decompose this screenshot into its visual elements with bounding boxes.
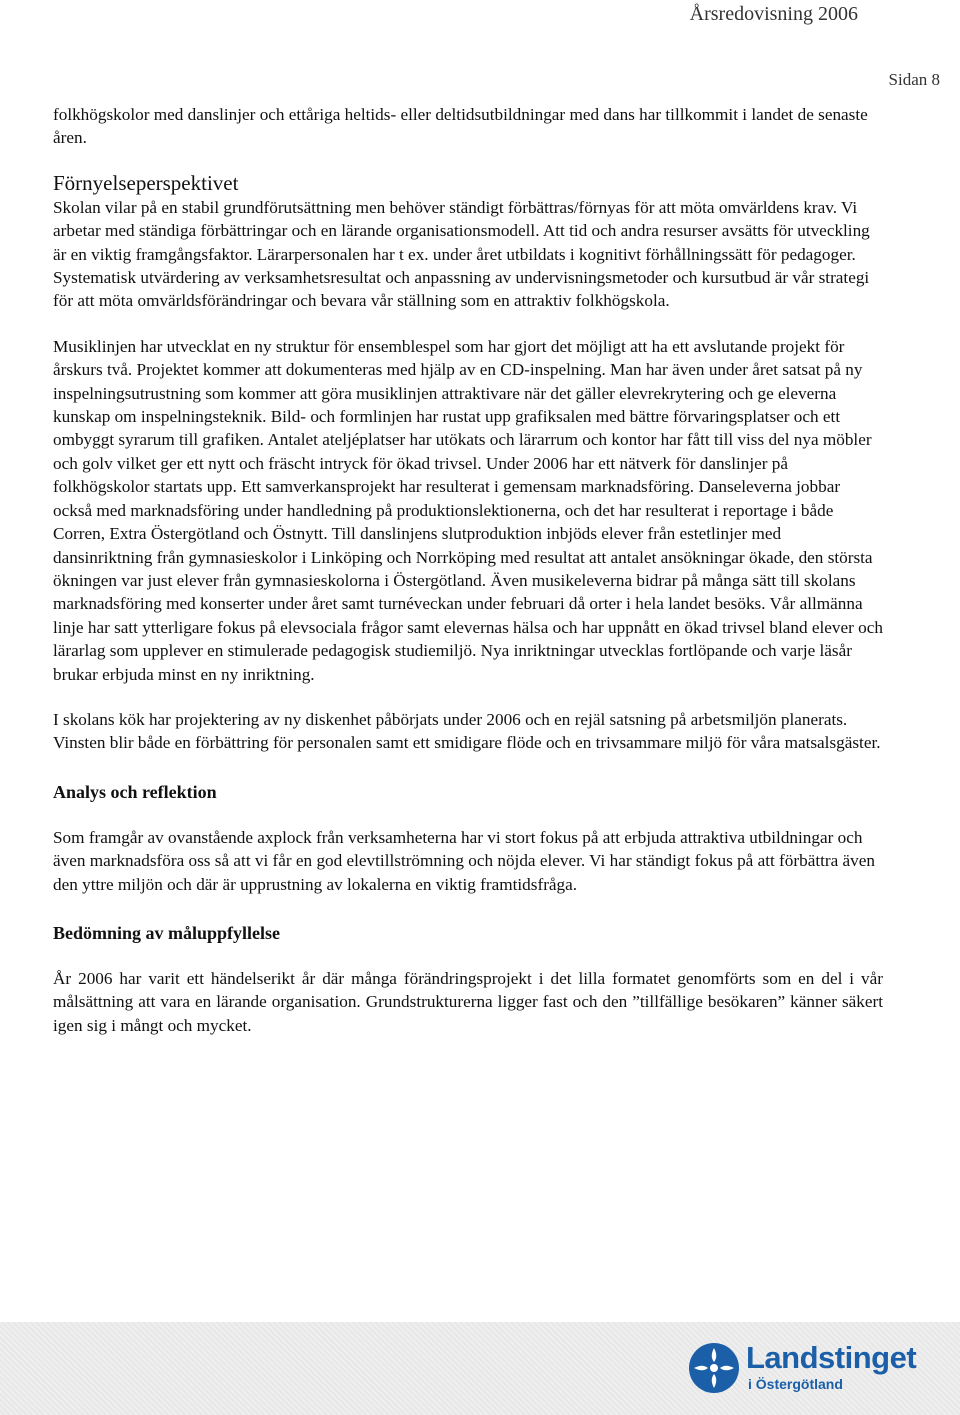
landstinget-logo	[688, 1340, 918, 1402]
intro-paragraph: folkhögskolor med danslinjer och ettåriga heltids- eller deltidsutbildningar med dans har tillkommit i landet de senaste åren.	[53, 105, 868, 148]
paragraph-bedomning: År 2006 har varit ett händelserikt år där många förändringsprojekt i det lilla formatet genomförts som en del i vår målsättning att vara en lärande organisation. Grundstrukturerna ligger fast och den ”tillfällige besökaren” känner säkert igen sig i mångt och mycket.	[53, 968, 883, 1035]
document-title: Årsredovisning 2006	[689, 3, 858, 25]
paragraph-analys: Som framgår av ovanstående axplock från verksamheterna har vi stort fokus på att erbjuda attraktiva utbildningar och även marknadsföra oss så att vi får en god elevtillströmning och nöjda elever. Vi har ständigt fokus på att förbättra även den yttre miljön och där är upprustning av lokalerna en viktig framtidsfråga.	[53, 827, 875, 894]
section-heading-fornyelse: Förnyelseperspektivet	[53, 170, 239, 195]
document-body	[53, 103, 883, 1037]
paragraph-fornyelse-1: Skolan vilar på en stabil grundförutsättning men behöver ständigt förbättras/förnyas för att möta omvärldens krav. Vi arbetar med ständiga förbättringar och en lärande organisationsmodell. Att tid och andra resurser avsätts för utveckling är en viktig framgångsfaktor. Lärarpersonalen har t ex. under året utbildats i kognitivt förhållningssätt för pedagoger. Systematisk utvärdering av verksamhetsresultat och anpassning av undervisningsmetoder och kursutbud är vår strategi för att möta omvärldsförändringar och bevara vår ställning som en attraktiv folkhögskola.	[53, 197, 870, 311]
page-number: Sidan 8	[888, 70, 940, 89]
logo-subtitle: i Östergötland	[748, 1376, 843, 1392]
section-heading-bedomning: Bedömning av måluppfyllelse	[53, 922, 281, 943]
logo-name: Landstinget	[746, 1340, 917, 1375]
paragraph-fornyelse-2: Musiklinjen har utvecklat en ny struktur för ensemblespel som har gjort det möjligt att ha ett avslutande projekt för årskurs två. Projektet kommer att dokumenteras med hjälp av en CD-inspelning. Man har även under året satsat på ny inspelningsutrustning som kommer att göra musiklinjen attraktivare när det gäller elevrekrytering och ge eleverna kunskap om inspelningsteknik. Bild- och formlinjen har rustat upp grafiksalen med bättre förvaringsplatser och ett ombyggt syrarum till grafiken. Antalet ateljéplatser har utökats och lärarrum och kontor har fått till viss del nya möbler och golv vilket ger ett nytt och fräscht intryck för ökad trivsel. Under 2006 har ett nätverk för danslinjer på folkhögskolor startats upp. Ett samverkansprojekt har resulterat i gemensam marknadsföring. Danseleverna jobbar också med marknadsföring under handledning på produktionslektionerna, och det har resulterat i reportage i både Corren, Extra Östergötland och Östnytt. Till danslinjens slutproduktion inbjöds elever från estetlinjer med dansinriktning från gymnasieskolor i Linköping och Norrköping med resultat att antalet ansökningar ökade, den största ökningen var just elever från gymnasieskolorna i Östergötland. Även musikeleverna bidrar på många sätt till skolans marknadsföring med konserter under året samt turnéveckan under februari då orter i hela landet besöks. Vår allmänna linje har satt ytterligare fokus på elevsociala frågor samt elevernas hälsa och har uppnått en ökad trivsel bland elever och lärarlag som upplever en stimulerade pedagogisk studiemiljö. Nya inriktningar utvecklas fortlöpande och varje läsår brukar erbjuda minst en ny inriktning.	[53, 336, 883, 684]
landstinget-cross-icon	[688, 1342, 740, 1394]
section-heading-analys: Analys och reflektion	[53, 781, 217, 802]
paragraph-fornyelse-3: I skolans kök har projektering av ny diskenhet påbörjats under 2006 och en rejäl satsning på arbetsmiljön planerats. Vinsten blir både en förbättring för personalen samt ett smidigare flöde och en trivsammare miljö för våra matsalsgäster.	[53, 709, 881, 753]
